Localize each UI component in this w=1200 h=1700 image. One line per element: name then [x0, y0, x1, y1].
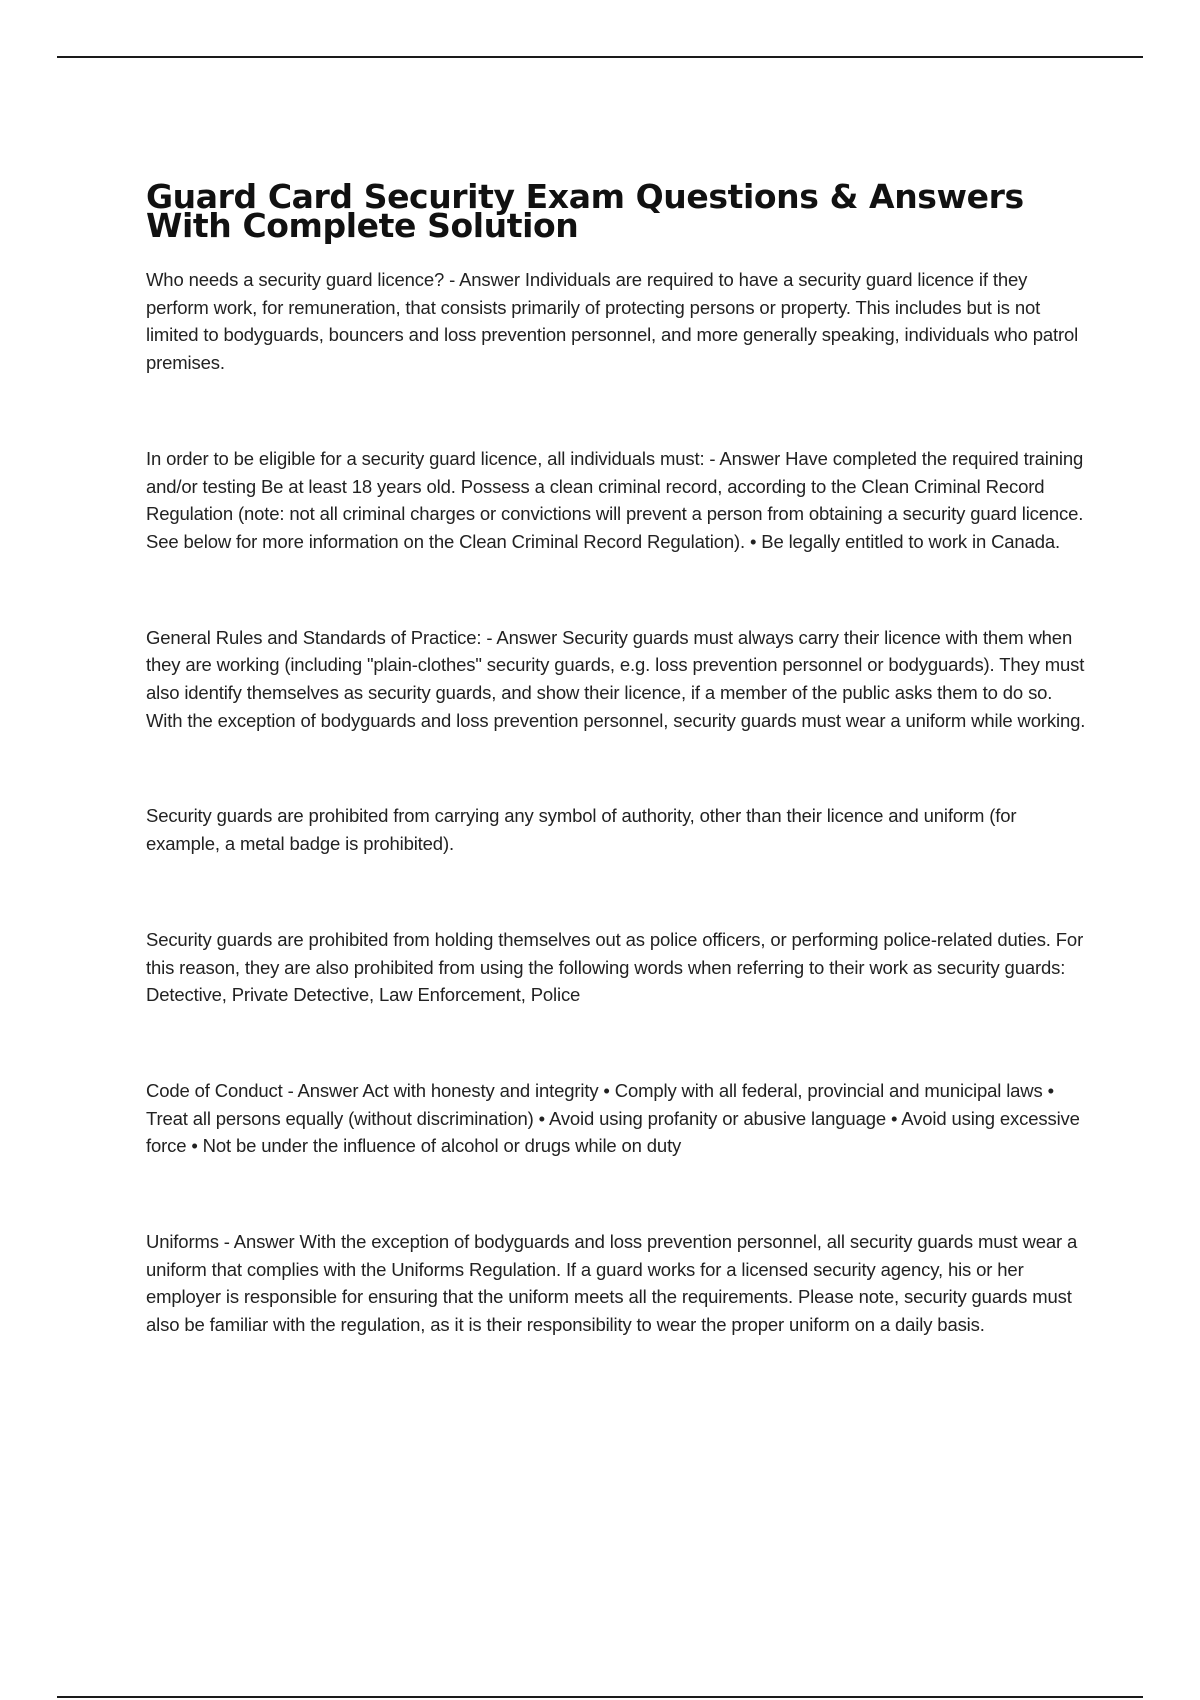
- header-rule: [57, 56, 1143, 58]
- qa-entry-code-of-conduct: Code of Conduct - Answer Act with honesty and integrity • Comply with all federal, provincial and municipal laws • Treat all persons equally (without discrimination) • Avoid using profanity or abusive language • Avoid using excessive force • Not be under the influence of alcohol or drugs while on duty: [146, 1079, 1080, 1157]
- qa-entry-uniforms: Uniforms - Answer With the exception of bodyguards and loss prevention personnel, all security guards must wear a uniform that complies with the Uniforms Regulation. If a guard works for a licensed security agency, his or her employer is responsible for ensuring that the uniform meets all the requirements. Please note, security guards must also be familiar with the regulation, as it is their responsibility to wear the proper uniform on a daily basis.: [146, 1231, 1078, 1336]
- document-body: [146, 177, 1086, 1407]
- qa-entry-police-prohibition: Security guards are prohibited from holding themselves out as police officers, or performing police-related duties. For this reason, they are also prohibited from using the following words when referring to their work as security guards: Detective, Private Detective, Law Enforcement, Police: [146, 928, 1084, 1006]
- qa-entry-eligibility: In order to be eligible for a security guard licence, all individuals must: - Answer Have completed the required training and/or testing Be at least 18 years old. Possess a clean criminal record, according to the Clean Criminal Record Regulation (note: not all criminal charges or convictions will prevent a person from obtaining a security guard licence. See below for more information on the Clean Criminal Record Regulation). • Be legally entitled to work in Canada.: [146, 447, 1084, 552]
- footer-rule: [57, 1696, 1143, 1698]
- document-title: Guard Card Security Exam Questions & Answers With Complete Solution: [146, 177, 1024, 245]
- qa-entry-symbol-of-authority: Security guards are prohibited from carrying any symbol of authority, other than their licence and uniform (for example, a metal badge is prohibited).: [146, 805, 1017, 855]
- qa-entry-general-rules: General Rules and Standards of Practice: - Answer Security guards must always carry their licence with them when they are working (including "plain-clothes" security guards, e.g. loss prevention personnel or bodyguards). They must also identify themselves as security guards, and show their licence, if a member of the public asks them to do so. With the exception of bodyguards and loss prevention personnel, security guards must wear a uniform while working.: [146, 626, 1086, 731]
- qa-list: [146, 266, 1086, 1339]
- qa-entry-licence-need: Who needs a security guard licence? - Answer Individuals are required to have a security guard licence if they perform work, for remuneration, that consists primarily of protecting persons or property. This includes but is not limited to bodyguards, bouncers and loss prevention personnel, and more generally speaking, individuals who patrol premises.: [146, 269, 1079, 374]
